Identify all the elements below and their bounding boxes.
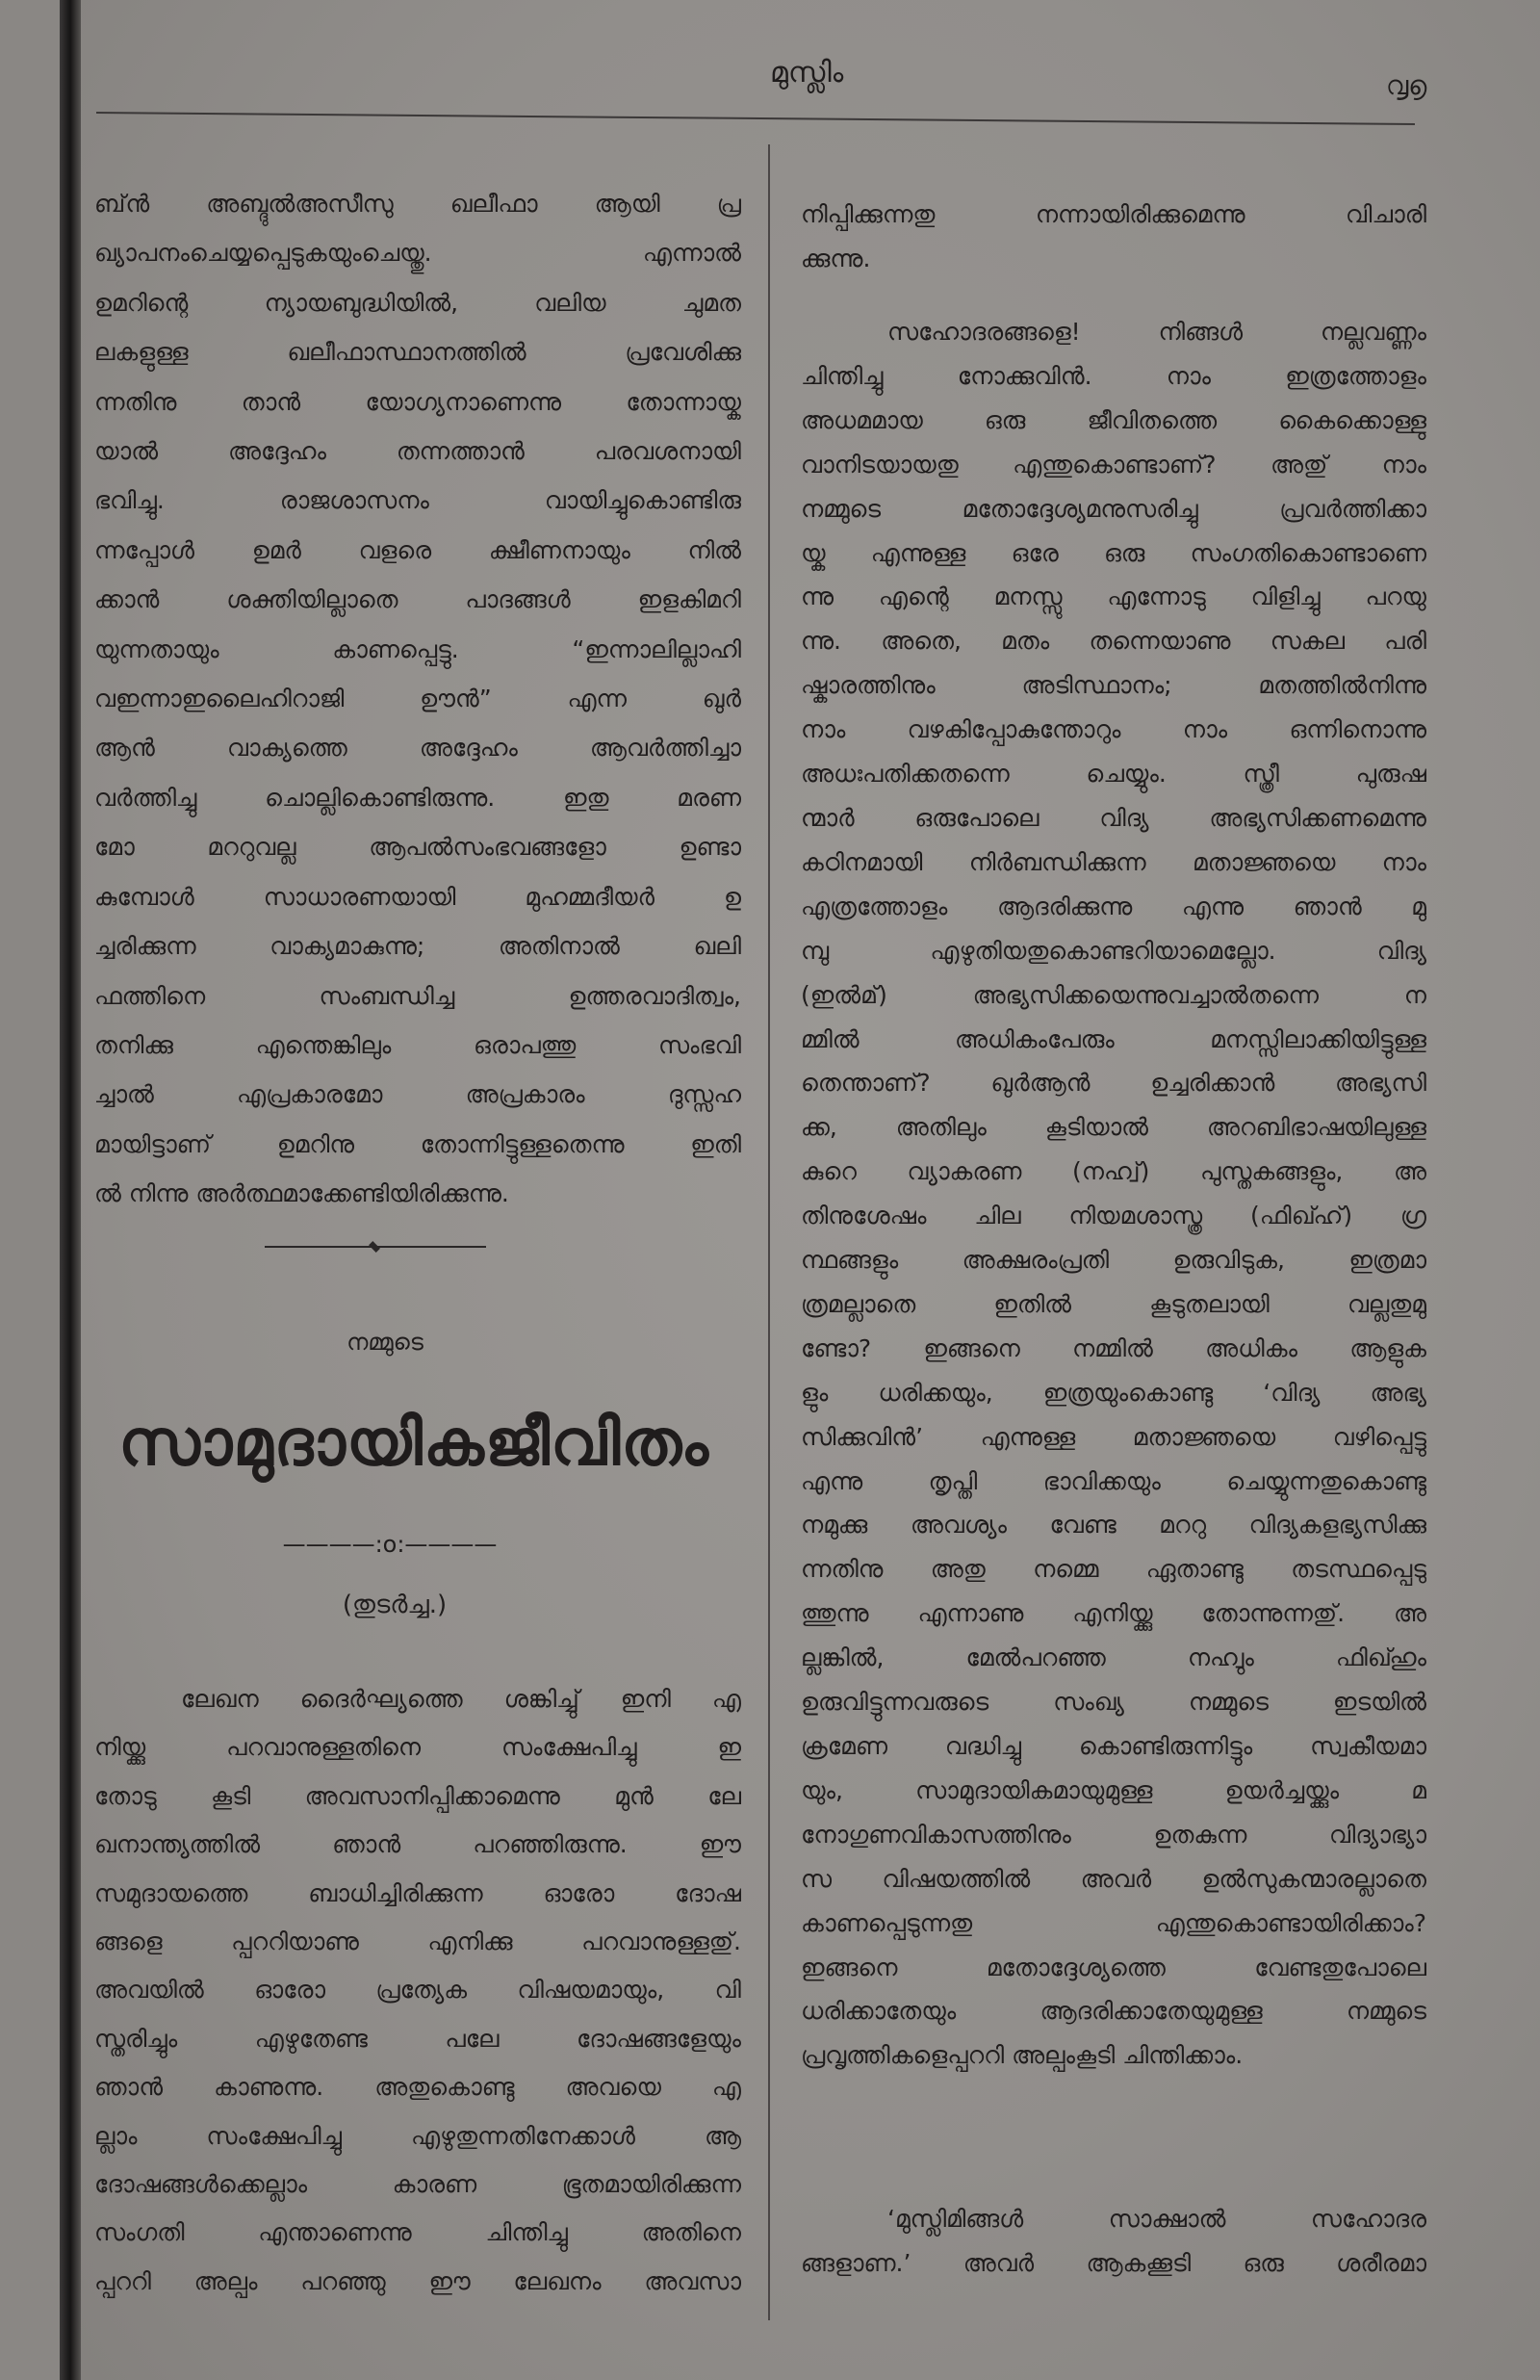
text-line: ന്നു. അതെ, മതം തന്നെയാണു സകല പരി xyxy=(801,627,1426,656)
right-paragraph-2 xyxy=(801,310,1426,2078)
text-line: തെന്താണ്? ഖുർആൻ ഉച്ചരിക്കാൻ അഭ്യസി xyxy=(801,1069,1426,1098)
left-paragraph-1 xyxy=(94,179,741,1219)
text-line: ല്ലാം സംക്ഷേപിച്ചു എഴുതുന്നതിനേക്കാൾ ആ xyxy=(94,2121,741,2150)
text-line: യാൽ അദ്ദേഹം തന്നത്താൻ പരവശനായി xyxy=(94,437,741,466)
text-line: നോഗുണവികാസത്തിനും ഉതകുന്ന വിദ്യാഭ്യാ xyxy=(801,1820,1426,1849)
running-header-title: മുസ്ലിം xyxy=(770,56,844,90)
text-line: സ്തരിച്ചും എഴുതേണ്ട പലേ ദോഷങ്ങളേയും xyxy=(94,2024,741,2053)
text-line: പ്പററി അല്പം പറഞ്ഞു ഈ ലേഖനം അവസാ xyxy=(94,2266,741,2295)
right-paragraph-1 xyxy=(801,193,1426,281)
page-number: ൮൭ xyxy=(1386,69,1427,101)
text-line: സമുദായത്തെ ബാധിച്ചിരിക്കുന്ന ഓരോ ദോഷ xyxy=(94,1878,741,1907)
text-line: ലേഖന ദൈർഘ്യത്തെ ശങ്കിച്ചു് ഇനി എ xyxy=(181,1685,741,1713)
text-line: ഭവിച്ചു. രാജശാസനം വായിച്ചുകൊണ്ടിരു xyxy=(94,486,741,515)
text-line: കുമ്പോൾ സാധാരണയായി മുഹമ്മദീയർ ഉ xyxy=(94,882,741,911)
text-line: ബ്ൻ അബ്ദുൽഅസീസു ഖലീഫാ ആയി പ്ര xyxy=(94,190,741,218)
text-line: ന്നതിനു താൻ യോഗ്യനാണെന്നു തോന്നായ്ക xyxy=(94,387,741,416)
text-line: ഷ്കാരത്തിനും അടിസ്ഥാനം; മതത്തിൽനിന്നു xyxy=(801,671,1426,700)
text-line: വർത്തിച്ചു ചൊല്ലികൊണ്ടിരുന്നു. ഇതു മരണ xyxy=(94,783,741,812)
text-line: ളും ധരിക്കയും, ഇത്രയുംകൊണ്ടു ‘വിദ്യ അഭ്യ xyxy=(801,1378,1426,1407)
text-line: ഖനാന്ത്യത്തിൽ ഞാൻ പറഞ്ഞിരുന്നു. ഈ xyxy=(94,1830,741,1859)
text-line: ചിന്തിച്ചു നോക്കുവിൻ. നാം ഇത്രത്തോളം xyxy=(801,361,1426,390)
section-ornament xyxy=(265,1242,486,1252)
text-line: യും, സാമുദായികമായുമുള്ള ഉയർച്ചയ്ക്കും മ xyxy=(801,1775,1426,1804)
text-line: നമുക്കു അവശ്യം വേണ്ട മററു വിദ്യകളഭ്യസിക്കു xyxy=(801,1511,1426,1539)
text-line: ത്രമല്ലാതെ ഇതിൽ കൂടുതലായി വല്ലതുമു xyxy=(801,1289,1426,1318)
right-paragraph-3 xyxy=(801,2197,1426,2286)
text-line: ഉരുവിട്ടുന്നവരുടെ സംഖ്യ നമ്മുടെ ഇടയിൽ xyxy=(801,1688,1426,1717)
text-line: ക്രമേണ വദ്ധിച്ചു കൊണ്ടിരുന്നിട്ടും സ്വകീയമാ xyxy=(801,1732,1426,1760)
text-line: നാം വഴകിപ്പോകുന്തോറും നാം ഒന്നിനൊന്നു xyxy=(801,715,1426,744)
text-line: എന്നു തൃപ്തി ഭാവിക്കയും ചെയ്യുന്നതുകൊണ്ടു xyxy=(801,1466,1426,1495)
text-line: ക്ക, അതിലും കൂടിയാൽ അറബിഭാഷയിലുള്ള xyxy=(801,1113,1426,1142)
text-line: ഖ്യാപനംചെയ്യപ്പെടുകയുംചെയ്തു. എന്നാൽ xyxy=(94,239,741,268)
text-line: ആൻ വാക്യത്തെ അദ്ദേഹം ആവർത്തിച്ചാ xyxy=(94,734,741,763)
article-kicker: നമ്മുടെ xyxy=(346,1329,424,1356)
continued-label: (തുടർച്ച.) xyxy=(342,1591,448,1619)
text-line: എത്രത്തോളം ആദരിക്കുന്നു എന്നു ഞാൻ മു xyxy=(801,892,1426,920)
text-line: ച്ചാൽ എപ്രകാരമോ അപ്രകാരം ദുസ്സഹ xyxy=(94,1080,741,1109)
text-line: ധരിക്കാതേയും ആദരിക്കാതേയുമുള്ള നമ്മുടെ xyxy=(801,1997,1426,2026)
text-line: ദോഷങ്ങൾക്കെല്ലാം കാരണ ഭൂതമായിരിക്കുന്ന xyxy=(94,2170,741,2199)
text-line: ണ്ടോ? ഇങ്ങനെ നമ്മിൽ അധികം ആളുക xyxy=(801,1333,1426,1362)
text-line: ‘മുസ്ലിമിങ്ങൾ സാക്ഷാൽ സഹോദര xyxy=(887,2205,1426,2233)
text-line: യ്ക എന്നുള്ള ഒരേ ഒരു സംഗതികൊണ്ടാണെ xyxy=(801,538,1426,567)
text-line: ക്കുന്നു. xyxy=(801,245,871,272)
text-line: സിക്കുവിൻ’ എന്നുള്ള മതാജ്ഞയെ വഴിപ്പെട്ടു xyxy=(801,1422,1426,1451)
text-line: വഇന്നാഇലൈഹിറാജി ഊൻ” എന്ന ഖുർ xyxy=(94,685,741,713)
scan-margin xyxy=(0,0,60,2380)
text-line: യുന്നതായും കാണപ്പെട്ടു. “ഇന്നാലില്ലാഹി xyxy=(94,634,741,663)
text-line: ന്നപ്പോൾ ഉമർ വളരെ ക്ഷീണനായും നിൽ xyxy=(94,535,741,564)
header-rule xyxy=(96,112,1415,125)
text-line: ങ്ങളാണ.’ അവർ ആകക്കൂടി ഒരു ശരീരമാ xyxy=(801,2249,1426,2277)
text-line: വാനിടയായതു എന്തുകൊണ്ടാണ്? അതു് നാം xyxy=(801,450,1426,479)
text-line: ച്ചരിക്കുന്ന വാക്യമാകുന്നു; അതിനാൽ ഖലി xyxy=(94,932,741,961)
text-line: ന്ഥങ്ങളും അക്ഷരംപ്രതി ഉരുവിടുക, ഇത്രമാ xyxy=(801,1246,1426,1275)
text-line: കുറെ വ്യാകരണ (നഹ്വ്) പുസ്തകങ്ങളും, അ xyxy=(801,1157,1426,1186)
left-paragraph-2 xyxy=(94,1675,741,2306)
text-line: ങ്ങളെ പ്പററിയാണു എനിക്കു പറവാനുള്ളതു്. xyxy=(94,1927,741,1956)
text-line: ത്തുന്നു എന്നാണു എനിയ്ക്കു തോന്നുന്നതു്. അ xyxy=(801,1599,1426,1628)
text-line: ഞാൻ കാണുന്നു. അതുകൊണ്ടു അവയെ എ xyxy=(94,2073,741,2102)
text-line: ക്കാൻ ശക്തിയില്ലാതെ പാദങ്ങൾ ഇളകിമറി xyxy=(94,585,741,614)
text-line: കാണപ്പെടുന്നതു എന്തുകൊണ്ടായിരിക്കാം? xyxy=(801,1908,1426,1937)
text-line: നമ്മുടെ മതോദ്ദേശ്യമനുസരിച്ചു പ്രവർത്തിക്കാ xyxy=(801,494,1426,523)
text-line: ലകളുള്ള ഖലീഫാസ്ഥാനത്തിൽ പ്രവേശിക്കു xyxy=(94,338,741,367)
text-line: ന്മാർ ഒരുപോലെ വിദ്യ അഭ്യസിക്കണമെന്നു xyxy=(801,803,1426,832)
text-line: പ്രവൃത്തികളെപ്പററി അല്പംകൂടി ചിന്തിക്കാം. xyxy=(801,2041,1244,2070)
text-line: മ്പു എഴുതിയതുകൊണ്ടറിയാമെല്ലോ. വിദ്യ xyxy=(801,936,1426,965)
text-line: നിയ്ക്കു പറവാനുള്ളതിനെ സംക്ഷേപിച്ചു ഇ xyxy=(94,1733,741,1762)
text-line: നിപ്പിക്കുന്നതു നന്നായിരിക്കുമെന്നു വിചാരി xyxy=(801,200,1426,228)
column-divider xyxy=(768,144,770,2320)
text-line: അധഃപതിക്കതന്നെ ചെയ്യും. സ്ത്രീ പുരുഷ xyxy=(801,760,1426,789)
text-line: അവയിൽ ഓരോ പ്രത്യേക വിഷയമായും, വി xyxy=(94,1976,741,2005)
text-line: (ഇൽമ്) അഭ്യസിക്കയെന്നുവച്ചാൽതന്നെ ന xyxy=(801,980,1426,1009)
text-line: തനിക്കു എന്തെങ്കിലും ഒരാപത്തു സംഭവി xyxy=(94,1030,741,1059)
text-line: ഉമറിന്റെ ന്യായബുദ്ധിയിൽ, വലിയ ചുമത xyxy=(94,288,741,317)
text-line: ല്ലങ്കിൽ, മേൽപറഞ്ഞ നഹ്വും ഫിഖ്ഹും xyxy=(801,1643,1426,1672)
text-line: ന്നു എന്റെ മനസ്സു എന്നോടു വിളിച്ചു പറയു xyxy=(801,582,1426,611)
text-line: ഫത്തിനെ സംബന്ധിച്ച ഉത്തരവാദിത്വം, xyxy=(94,981,741,1010)
title-separator: ————:o:———— xyxy=(282,1531,498,1558)
text-line: തിനുശേഷം ചില നിയമശാസ്ത്ര (ഫിഖ്ഹ്) ഗ്ര xyxy=(801,1202,1426,1230)
text-line: മായിട്ടാണ് ഉമറിനു തോന്നിട്ടുള്ളതെന്നു ഇതി xyxy=(94,1129,741,1158)
text-line: സംഗതി എന്താണെന്നു ചിന്തിച്ചു അതിനെ xyxy=(94,2218,741,2247)
text-line: കഠിനമായി നിർബന്ധിക്കുന്ന മതാജ്ഞയെ നാം xyxy=(801,847,1426,876)
text-line: ഇങ്ങനെ മതോദ്ദേശ്യത്തെ വേണ്ടതുപോലെ xyxy=(801,1953,1426,1981)
text-line: സഹോദരങ്ങളെ! നിങ്ങൾ നല്ലവണ്ണം xyxy=(887,318,1426,346)
binding-edge xyxy=(60,0,81,2380)
text-line: സ വിഷയത്തിൽ അവർ ഉൽസുകന്മാരല്ലാതെ xyxy=(801,1864,1426,1893)
text-line: ൽ നിന്നു അർത്ഥമാക്കേണ്ടിയിരിക്കുന്നു. xyxy=(94,1179,509,1208)
text-line: മോ മററുവല്ല ആപൽസംഭവങ്ങളോ ഉണ്ടാ xyxy=(94,833,741,862)
text-line: മ്മിൽ അധികംപേരും മനസ്സിലാക്കിയിട്ടുള്ള xyxy=(801,1024,1426,1053)
text-line: അധമമായ ഒരു ജീവിതത്തെ കൈക്കൊള്ളു xyxy=(801,405,1426,434)
text-line: ന്നതിനു അതു നമ്മെ ഏതാണ്ടു തടസ്ഥപ്പെടു xyxy=(801,1555,1426,1584)
article-title: സാമുദായികജീവിതം xyxy=(118,1406,709,1480)
text-line: തോടു കൂടി അവസാനിപ്പിക്കാമെന്നു മുൻ ലേ xyxy=(94,1781,741,1810)
